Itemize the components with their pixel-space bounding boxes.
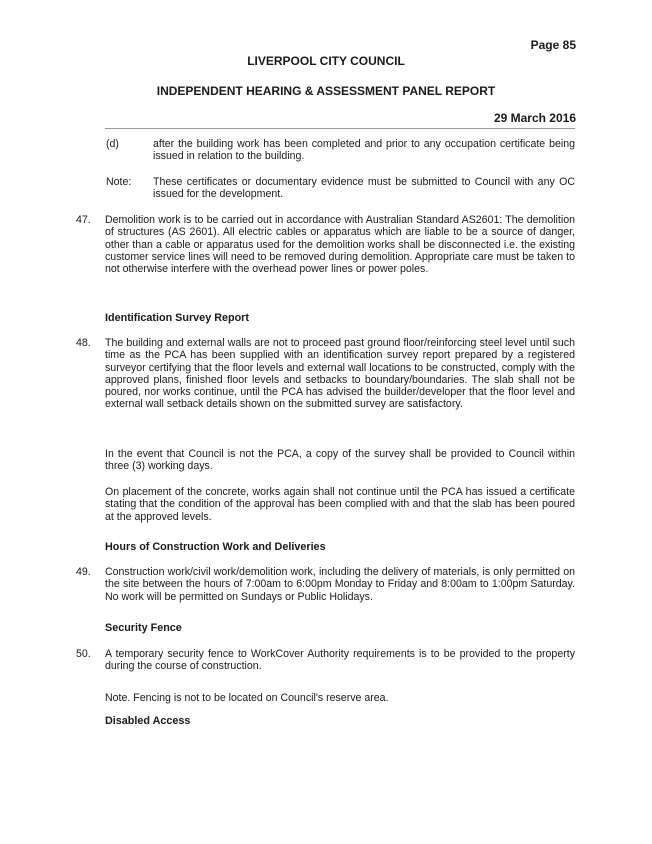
condition-47-number: 47. xyxy=(76,214,91,226)
condition-48-number: 48. xyxy=(76,337,91,349)
condition-49-text: Construction work/civil work/demolition work, including the delivery of materials, is only permitted on the site between the hours of 7:00am to 6:00pm Monday to Friday and 8:00am to 1:00pm Saturday. No work will be permitted on Sundays or Public Holidays. xyxy=(105,566,575,603)
note-label: Note: xyxy=(106,176,132,188)
heading-identification-survey: Identification Survey Report xyxy=(105,312,249,324)
report-date: 29 March 2016 xyxy=(493,111,576,125)
item-d-label: (d) xyxy=(106,138,119,150)
council-name: LIVERPOOL CITY COUNCIL xyxy=(247,54,405,68)
condition-50-note: Note. Fencing is not to be located on Council's reserve area. xyxy=(105,692,389,704)
heading-disabled-access: Disabled Access xyxy=(105,715,191,727)
condition-50-text: A temporary security fence to WorkCover Authority requirements is to be provided to the property during the course of construction. xyxy=(105,648,575,673)
page-number: Page 85 xyxy=(530,38,576,52)
condition-48-paragraph-3: On placement of the concrete, works again shall not continue until the PCA has issued a certificate stating that the condition of the approval has been complied with and that the slab has been poured at the approved levels. xyxy=(105,486,575,523)
item-d-text: after the building work has been completed and prior to any occupation certificate being issued in relation to the building. xyxy=(153,138,575,163)
condition-50-number: 50. xyxy=(76,648,91,660)
header-rule xyxy=(105,128,575,129)
condition-49-number: 49. xyxy=(76,566,91,578)
condition-47-text: Demolition work is to be carried out in accordance with Australian Standard AS2601: The demolition of structures (AS 2601). All electric cables or apparatus which are liable to be a source of danger, other than a cable or apparatus used for the demolition works shall be disconnected i.e. the existing customer service lines will need to be removed during demolition. Appropriate care must be taken to not otherwise interfere with the overhead power lines or power poles. xyxy=(105,214,575,276)
heading-security-fence: Security Fence xyxy=(105,622,182,634)
note-text: These certificates or documentary evidence must be submitted to Council with any OC issued for the development. xyxy=(153,176,575,201)
condition-48-paragraph-2: In the event that Council is not the PCA, a copy of the survey shall be provided to Council within three (3) working days. xyxy=(105,448,575,473)
condition-48-text: The building and external walls are not to proceed past ground floor/reinforcing steel level until such time as the PCA has been supplied with an identification survey report prepared by a registered surveyor certifying that the floor levels and external wall locations to be constructed, comply with the approved plans, finished floor levels and setbacks to boundary/boundaries. The slab shall not be poured, nor works continue, until the PCA has advised the builder/developer that the floor level and external wall setback details shown on the submitted survey are satisfactory. xyxy=(105,337,575,411)
heading-hours-construction: Hours of Construction Work and Deliveries xyxy=(105,541,326,553)
report-title: INDEPENDENT HEARING & ASSESSMENT PANEL REPORT xyxy=(156,84,496,98)
